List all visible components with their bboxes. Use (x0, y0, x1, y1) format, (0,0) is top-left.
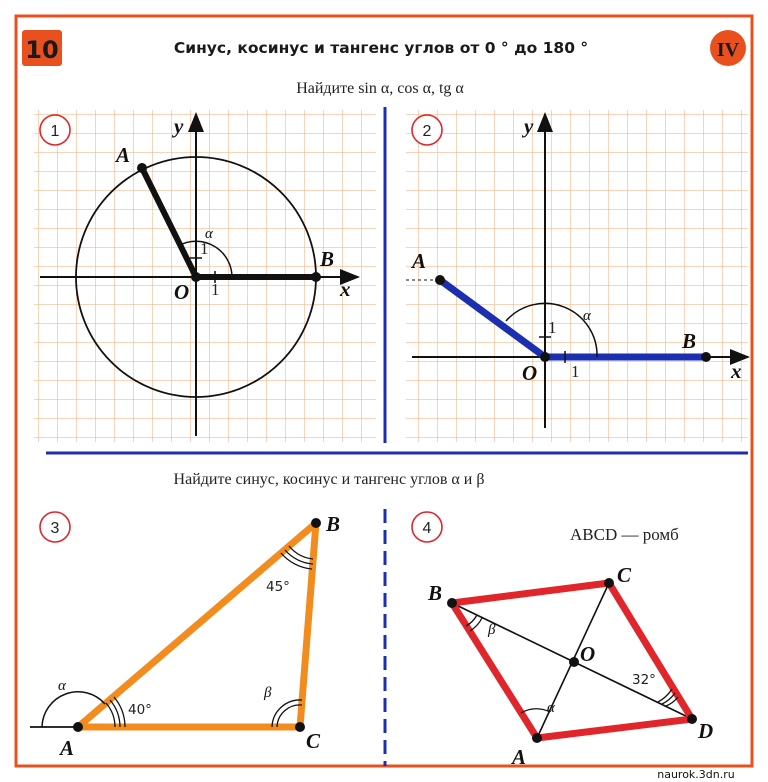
label-b: B (320, 247, 335, 271)
panel-number: 3 (50, 520, 60, 537)
label-y-axis: y (174, 114, 184, 138)
label-c: C (306, 729, 321, 753)
panel-number: 2 (422, 123, 432, 140)
label-o: O (580, 642, 596, 666)
tick-y-label: 1 (200, 239, 209, 258)
label-d: D (698, 719, 714, 743)
section-label: IV (716, 39, 740, 61)
point-a (137, 163, 147, 173)
label-o: O (174, 280, 190, 304)
page-title: Синус, косинус и тангенс углов от 0 ° до 180 ° (173, 39, 589, 57)
label-x-axis: x (731, 359, 742, 383)
point-b (447, 598, 457, 608)
label-a: A (60, 736, 75, 760)
label-o: O (522, 361, 538, 385)
label-alpha: α (547, 700, 555, 716)
panel-2 (406, 110, 748, 442)
label-b: B (428, 581, 443, 605)
label-beta: β (264, 685, 272, 701)
label-b: B (326, 512, 341, 536)
point-o (569, 657, 579, 667)
label-angle-a: 40° (128, 702, 152, 718)
label-b: B (682, 329, 697, 353)
point-b (701, 352, 711, 362)
point-d (687, 714, 697, 724)
point-c (295, 722, 305, 732)
label-alpha: α (205, 226, 213, 242)
label-x-axis: x (340, 277, 351, 301)
label-angle-b: 45° (266, 579, 290, 595)
watermark: naurok.3dn.ru (657, 768, 735, 781)
tick-x-label: 1 (571, 362, 580, 381)
label-alpha: α (583, 308, 591, 324)
label-a: A (116, 143, 131, 167)
point-o (540, 352, 550, 362)
label-angle-d: 32° (632, 672, 656, 688)
label-y-axis: y (524, 114, 534, 138)
label-c: C (617, 563, 632, 587)
task-top: Найдите sin α, cos α, tg α (296, 80, 464, 97)
panel-number: 4 (422, 520, 432, 537)
lesson-number: 10 (25, 36, 59, 64)
point-o (191, 272, 201, 282)
tick-y-label: 1 (548, 318, 557, 337)
task-bottom: Найдите синус, косинус и тангенс углов α и β (173, 471, 485, 488)
point-a (532, 733, 542, 743)
caption: ABCD — ромб (570, 525, 679, 544)
panel-1 (34, 110, 376, 442)
tick-x-label: 1 (211, 280, 220, 299)
point-b (311, 272, 321, 282)
label-beta: β (488, 622, 496, 638)
label-alpha: α (58, 678, 66, 694)
point-a (73, 722, 83, 732)
panel-number: 1 (50, 123, 60, 140)
point-c (604, 578, 614, 588)
label-a: A (512, 745, 527, 769)
point-b (311, 518, 321, 528)
point-a (435, 275, 445, 285)
label-a: A (412, 249, 427, 273)
grid-2 (406, 110, 748, 442)
